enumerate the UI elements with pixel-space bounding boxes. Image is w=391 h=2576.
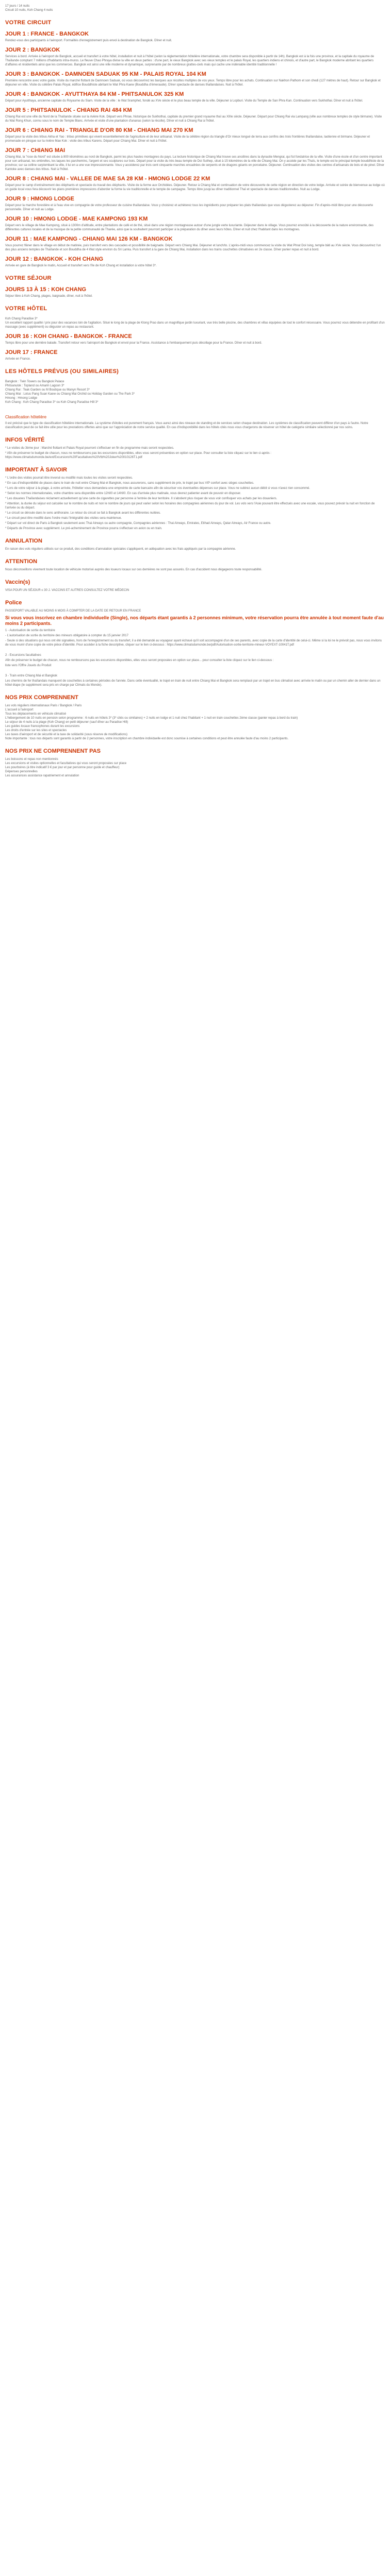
day-block — [5, 333, 386, 345]
list-item: Les assurances assistance rapatriement et annulation — [5, 774, 79, 777]
day-text: Vous pourrez flâner dans le village en début de matinée, puis transfert vers des cascades et possibilité de baignade. Départ vers Chiang Mai. Déjeuner et lunch/to. L'après-midi vous commencez la visite du Wat Phrat Doi Ising, temple bâti au XVe siècle. Vous découvrirez l'un des plus anciens temples de Thaïlande et son Bouddha de 4 Wat style environ du Sri Lanka. Puis transfert à la gare de Chiang Mai, installation dans les trains couchettes climatisées en 2e classe. Dîner panier repas et nuit à bord. — [5, 244, 381, 251]
day-text: Services à bord. Arrivée à l'aéroport de Bangkok, accueil et transfert à votre hôtel, installation et nuit à l'hôtel (selon la réglementation hôtelière internationale, votre chambre sera disponible à partir de 14h). Bangkok est à la fois une province, et la capitale du royaume de Thaïlande comptant 7 millions d'habitants intra-muros. Le fleuve Chao Phraya divise la ville en deux parties : d'une part, le vieux Bangkok avec ses vieux temples et le palais Royal, les quartiers indiens et chinois, et d'autre part, le Bangkok moderne abritant les quartiers d'affaires et résidentiels ainsi que les commerces. Bangkok est ainsi une ville moderne et dynamique, surprenante par de nombreux grattes-ciels mais qui cache une indéniable identité traditionnelle ! — [5, 55, 374, 66]
list-item: Les pourboires (à titre indicatif 3 € par jour et par personne pour guide et chauffeur) — [5, 766, 120, 769]
day-text: Chiang Rai est une ville du Nord de la Thaïlande située sur la rivière Kok. Départ vers Phrae, historique de Sukhothai, capitale du premier grand royaume thaï au XIIIe siècle. Déjeuner. Départ pour Chiang Rai via Lampang (ville aux nombreux temples de style birmane). Visite du Wat Rong Khun, connu sous le nom de Temple Blanc. Arrivée et visite d'une plantation d'ananas (selon la récolte). Dîner et nuit à Chiang Rai à l'hôtel. — [5, 115, 382, 123]
day-text: Départ pour la marche forestière et à l'eau vive en compagnie de votre professeur de cuisine thaïlandaise. Vous y choisirez et achèterez tous les ingrédients pour préparer les plats thaïlandais que vous dégusterez au déjeuner. Fin d'après-midi libre pour une découverte personnelle. Dîner et nuit au Lodge. — [5, 204, 373, 211]
sejour-day — [5, 286, 386, 298]
note-item: 3 - Train entre Chiang Mai et Bangkok — [5, 674, 58, 677]
day-text: Temps libre pour une dernière balade. Transfert retour vers l'aéroport de Bangkok et envol pour la France. Assistance à l'embarquement puis décollage pour la France. Dîner et nuit à bord. — [5, 342, 262, 345]
list-item: Les excursions et visites optionnelles et facultatives qui vous seront proposées sur place — [5, 762, 127, 765]
list-item: Les droits d'entrée sur les sites et spectacles — [5, 729, 67, 732]
vaccins-title: Vaccin(s) — [5, 579, 30, 585]
prix-ne-comprend-list — [5, 757, 386, 778]
note-item: Les chemins de fer thaïlandais manquent de couchettes à certaines périodes de l'année. Dans cette éventualité, le trajet en train de nuit entre Chiang Mai et Bangkok sera remplacé par un trajet en bus climatisé avec arrivée le matin ou par un chemin aller de dernier dans un hôtel étape (le supplément sera pris en charge par Climats du Monde). — [5, 680, 381, 687]
infos-title: INFOS VÉRITÉ — [5, 437, 45, 443]
day-block — [5, 31, 386, 43]
list-item: L'accueil à l'aéroport — [5, 708, 34, 711]
attention-text: Nous déconseillons vivement toute location de véhicule motorisé auprès des loueurs locaux sur ces dernières ne sont pas assurés. En cas d'accident nous dégageons toute responsabilité. — [5, 568, 263, 571]
hotel-title: VOTRE HÔTEL — [5, 306, 47, 312]
vaccins-text: VISA POUR UN SÉJOUR ≤ 30 J. VACCINS ET AUTRES CONSULTEZ VOTRE MÉDECIN — [5, 589, 129, 592]
police-title: Police — [5, 600, 22, 606]
day-text: Arrivée en gare de Bangkok le matin, Accueil et transfert vers l'île de Koh Chang et installation à votre hôtel 3*. — [5, 264, 157, 267]
list-item: Le séjour de 4 nuits à la plage (Koh Chang) en petit déjeuner (sauf dîner au Paradise Hill) — [5, 721, 128, 724]
sejour-title: VOTRE SÉJOUR — [5, 275, 52, 281]
day-block — [5, 196, 386, 212]
day-title: JOUR 10 : HMONG LODGE - MAE KAMPONG 193 KM — [5, 216, 148, 222]
important-item: * Selon les normes internationales, votre chambre sera disponible entre 12h00 et 14h00. En cas d'arrivée plus matinale, vous devrez patienter avant de pouvoir en disposer. — [5, 492, 241, 495]
day-block — [5, 127, 386, 143]
day-text: Chiang Mai, la "rose du Nord" est située à 800 kilomètres au nord de Bangkok, parmi les plus hautes montagnes du pays. La lecture historique de Chiang Mai trouve ses ancêtres dans la dynastie Mengrai, qui fut fondatrice de la ville. Visite d'une école et d'un centre important pour son artisanat, les ombrelles, les laques les parchemins, l'argent et ses sculptures sur bois. Départ pour la visite du très beau temple de Doi Suthep, situé à 15 kilomètres de la ville de Chiang Mai. On y accède par les Thaïs, le temple est le principal temple bouddhiste de la province; sur sa colline surplombant la ville, il lui en a une vue impressionnante. Vous y accéderez par trois cent cinquante marches encadrées de serpents et de dragons géants en porcelaine. Déjeuner. Continuation des visites des centres d'artisanats de bois et de pinel. Dîner Kantoke avec danses des tribus. Nuit à l'hôtel. — [5, 156, 384, 171]
note-item: - Seule si des situations qui nous ont été signalées, hors de l'enregistrement ou du transfert, il a été demandé au voyageur ayant échoué qu'il soit accompagné d'un de ses parents, avec copie de la carte d'identité de celui-ci. Même si la loi ne le prévoit pas, nous vous invitons de vous munir d'une copie de votre pièce d'identité. Pour accéder à la fiche descriptive, cliquer sur le lien ci-dessous : https://www.climatsdumonde.be/pdf/Autorisation-sortie-territoire-mineur-VOYEXT-10041T.pdf — [5, 639, 382, 647]
list-item: Les boissons et repas non mentionnés — [5, 758, 58, 761]
important-item: * En cas d'indisponibilité de places dans le train de nuit entre Chiang Mai et Bangkok, nous assurerons, sans supplément de prix, le trajet par bus VIP confort avec sièges couchettes. — [5, 482, 254, 485]
note-item: - L'autorisation de sortie du territoire des mineurs obligatoire à compter du 15 janvier 2017 — [5, 634, 128, 637]
day-block — [5, 256, 386, 268]
important-list — [5, 476, 386, 531]
day-block — [5, 147, 386, 172]
day-text: Départ vers le village de Mae Kampong, situé à 1300m d'altitude, entre plantations de café et de thé, situé dans une région montagneuse autour d'une jungle verte luxuriante. Déjeuner dans le village. Vous pourrez envoûté à la découverte de la nature environnante, des différentes cultures locales et de la musique de la petite communauté de Tharée, ainsi que la souhaitent pourront participer à la préparation du dîner avec leurs hôtes. Dîner et nuit chez l'habitant dans les montagnes. — [5, 224, 374, 231]
day-block — [5, 349, 386, 361]
day-title: JOUR 9 : HMONG LODGE — [5, 196, 74, 202]
list-item: Tous les déplacements en véhicule climatisé — [5, 713, 67, 716]
list-item: Les taxes d'aéroport et de sécurité et la taxe de solidarité (sous réserve de modifications) — [5, 733, 127, 736]
trip-duration: 17 jours / 14 nuits — [5, 5, 30, 8]
prix-comprend-list — [5, 704, 386, 741]
day-title: JOUR 17 : FRANCE — [5, 349, 58, 355]
day-title: JOUR 2 : BANGKOK — [5, 47, 60, 53]
day-title: JOUR 12 : BANGKOK - KOH CHANG — [5, 256, 104, 262]
list-item: Les vols réguliers internationaux Paris / Bangkok / Paris — [5, 704, 82, 707]
single-room-warning: Si vous vous inscrivez en chambre individuelle (Single), nos départs étant garantis à 2 personnes minimum, votre réservation pourra être annulée à tout moment faute d'au moins 2 participants. — [5, 615, 384, 626]
important-item: * Attention, la durée du séjour est calculée sur le nombre de nuits et non le nombre de jours qui peut varier selon les horaires des compagnies aériennes du jour de vol. Les vols vers l'Asie pouvant être effectués avec une escale, vous pouvez prévoir la nuit en fonction de l'arrivée ou du départ. — [5, 502, 375, 510]
attention-title: ATTENTION — [5, 558, 38, 565]
hotels-list — [5, 380, 386, 404]
list-item: Hmong : Hmong Lodge — [5, 397, 38, 400]
hotels-title: LES HÔTELS PRÉVUS (OU SIMILAIRES) — [5, 368, 119, 375]
day-text: Départ pour la visite des tribus Akha et Yao : tribus primitives qui vivent essentiellement de l'agriculture et de leur artisanat. Visite de la célèbre région du triangle d'Or mieux longué de terra aux confins des trois frontières thaïlandaise, laotienne et birmane. Déjeuner et promenade en pirogue sur la rivière Mae Kok : visite des tribus Karens. Départ pour Chiang Mai. Dîner et nuit à l'hôtel. — [5, 135, 370, 143]
important-item: * Le circuit peut être modifié dans l'ordre mais l'intégralité des visites sera maintenue. — [5, 517, 122, 520]
day-title: JOUR 3 : BANGKOK - DAMNOEN SADUAK 95 KM - PALAIS ROYAL 104 KM — [5, 71, 206, 77]
day-title: JOUR 5 : PHITSANULOK - CHIANG RAI 484 KM — [5, 107, 132, 113]
important-item: * Départ sur vol direct de Paris à Bangkok seulement avec Thai Airways ou autre compagnie, Compagnies aériennes : Thai Airways, Emirates, Etihad Airways, Qatar Airways, Air France ou autre. — [5, 522, 271, 525]
day-title: JOUR 16 : KOH CHANG - BANGKOK - FRANCE — [5, 333, 132, 340]
day-title: JOUR 1 : FRANCE - BANGKOK — [5, 31, 89, 37]
day-block — [5, 91, 386, 103]
trip-circuit-summary: Circuit 10 nuits, Koh Chang 4 nuits — [5, 9, 53, 12]
important-item: * Départs de Province avec supplément. Le pré-acheminement de Province pourra s'effectuer en avion ou en train. — [5, 527, 162, 530]
day-title: JOUR 11 : MAE KAMPONG - CHIANG MAI 126 KM - BANGKOK — [5, 236, 173, 242]
day-block — [5, 216, 386, 232]
prix-comprend-title: NOS PRIX COMPRENNENT — [5, 694, 78, 701]
list-item: L'hébergement de 10 nuits en pension selon programme : 6 nuits en hôtels 3* (3* cités ou similaires) + 2 nuits en lodge et 1 nuit chez l'habitant + 1 nuit en train couchettes 2ème classe (panier repas à bord du train) — [5, 717, 298, 720]
day-text: Départ pour le camp d'entraînement des éléphants et spectacle du travail des éléphants. Visite de la ferme aux Orchidées. Déjeuner. Retour à Chiang Mai et continuation de votre découverte de cette région en direction de votre lodge. Arrivée et soirée de bienvenue au lodge où un guide local vous fera découvrir les plans premières impressions d'aborder la forme la vie traditionnelle et le temple de campagne. Temps libre jusqu'au dîner traditionnel Thaï et spectacle de danses traditionnelles. Nuit au Lodge. — [5, 184, 385, 191]
day-block — [5, 176, 386, 192]
day-text: Première rencontre avec votre guide. Visite du marché flottant de Damnoen Saduak, où vous découvrirez les barques aux récoltes multiples de vos yeux. Temps libre pour les achats. Continuation sur Nakhon Pathom et son chedi (127 mètres de haut). Retour sur Bangkok et déjeuner en ville. Visite du célèbre Palais Royal, édifice Bouddhiste abritant le Wat Phra Kaew (Bouddha d'émeraude). Dîner spectacle de danses thaïlandaises. Nuit à l'hôtel. — [5, 79, 381, 87]
list-item: Les guides locaux francophones durant les excursions — [5, 725, 80, 728]
day-title: JOUR 8 : CHIANG MAI - VALLEE DE MAE SA 28 KM - HMONG LODGE 22 KM — [5, 176, 210, 182]
list-item: Bangkok : Twin Towers ou Bangkok Palace — [5, 380, 64, 383]
day-text: Arrivée en France. — [5, 358, 31, 361]
list-item: Phitsanulok : Topland ou Amarin Lagoon 3* — [5, 384, 64, 387]
annulation-title: ANNULATION — [5, 538, 42, 544]
police-text: PASSEPORT VALABLE AU MOINS 6 MOIS À COMPTER DE LA DATE DE RETOUR EN FRANCE — [5, 609, 141, 613]
day-text: Séjour libre à Koh Chang, plages, baignade, dîner, nuit à l'hôtel. — [5, 295, 93, 298]
info-item: * Afin de préserver le budget de chacun, nous ne remboursons pas les excursions disponibles, elles vous seront présentées en option sur place. Pour consulter la liste cliquez sur le lien ci-après : https://www.climatsdumonde.be/ext/Excursions%20Facultatives%20Vtb%20Joker%20010126T1.pdf — [5, 452, 271, 459]
day-title: JOUR 6 : CHIANG RAI - TRIANGLE D'OR 80 KM - CHIANG MAI 270 KM — [5, 127, 193, 133]
circuit-days — [5, 31, 386, 268]
day-text: Rendez-vous des participants à l'aéroport. Formalités d'enregistrement puis envol à destination de Bangkok. Dîner et nuit. — [5, 39, 172, 42]
page — [0, 0, 391, 788]
important-item: * Les douanes Thaïlandaises réclament actuellement qu'une carte de cigarettes par personne à l'entrée de leur territoire. Il s'abstient plus risquer de vous voir confisquer vos achats par les douaniers. — [5, 497, 278, 500]
info-item: * Le visites du 3ème jour : Marché flottant et Palais Royal pourront s'effectuer en fin de programme mais seront respectées. — [5, 447, 174, 450]
important-item: * L'ordre des visites pourrait être inversé ou modifié mais toutes les visites seront respectées. — [5, 477, 133, 480]
day-text: Départ pour Ayutthaya, ancienne capitale du Royaume du Siam. Visite de la ville : le Wat Sramphet, fondé au XVe siècle et le plus beau temple de la ville. Déjeuner à Lopburi. Visite du Temple de San Phra Kan. Continuation vers Sukhothai. Dîner et nuit à l'hôtel. — [5, 99, 363, 103]
list-item: Chiang Mai : Lotus Pang Suan Kaew ou Chiang Mai Orchid ou Holiday Garden ou The Park 3* — [5, 393, 135, 396]
list-item: Koh Chang : Koh Chang Paradise 3* ou Koh Chang Paradise Hill 3* — [5, 401, 99, 404]
note-item: 1 - Autorisation de sortie du territoire — [5, 629, 55, 632]
day-title: JOUR 7 : CHIANG MAI — [5, 147, 66, 154]
important-item: * Lors de votre séjour à la plage, à votre arrivée, l'hôtelier vous demandera une empreinte de carte bancaire afin de sécuriser vos éventuelles dépenses sur place. Vous ne subirez aucun débit si vous n'avez rien consommé. — [5, 487, 310, 490]
list-item: Chiang Rai : Teak Garden ou M Boutique ou Manyn Resort 3* — [5, 388, 90, 392]
annulation-text: En raison des vols réguliers utilisés sur ce produit, des conditions d'annulation spéciales s'appliquent, en adéquation avec les frais appliqués par la compagnie aérienne. — [5, 548, 236, 551]
important-title: IMPORTANT À SAVOIR — [5, 467, 67, 473]
day-block — [5, 236, 386, 252]
excursions-link[interactable]: liste vers l'Offre Jouets du Produit — [5, 664, 52, 667]
prix-ne-comprend-title: NOS PRIX NE COMPRENNENT PAS — [5, 748, 101, 754]
day-title: JOUR 4 : BANGKOK - AYUTTHAYA 84 KM - PHITSANULOK 325 KM — [5, 91, 184, 97]
circuit-title: VOTRE CIRCUIT — [5, 20, 52, 26]
list-item: Note importante : tous nos départs sont garantis à partir de 2 personnes, votre inscription en chambre individuelle est donc soumise à certaines conditions et peut être annulée faute d'au moins 2 participants. — [5, 737, 289, 740]
classification-title: Classification hôtelière — [5, 415, 47, 419]
single-notes — [5, 629, 386, 687]
important-item: * Le circuit se déroule dans le sens antihoraire. Le retour du circuit se fait à Bangkok avant les différentes nuitées. — [5, 512, 161, 515]
note-item: Afin de préserver le budget de chacun, nous ne remboursons pas les excursions disponibles, elles vous seront proposées en option sur place... pour consulter la liste cliquez sur le lien ci-dessous : — [5, 659, 274, 662]
list-item: Dépenses personnelles — [5, 770, 38, 773]
note-item: 2 - Excursions facultatives — [5, 654, 41, 657]
hotel-name: Koh Chang Paradise 3* — [5, 317, 38, 320]
day-block — [5, 47, 386, 67]
day-block — [5, 71, 386, 87]
classification-text: Il est précisé que le type de classification hôtelière internationale. La système d'étoiles est purement français. Vous aurez ainsi des niveaux de standing et de services selon chaque destination. Les systèmes de classification peuvent différer d'un pays à l'autre. Notre classification peut de ce fait être utile pour les prestations offertes ainsi que sur l'appréciation de notre service qualité. En cas d'indisponibilité dans les hôtels cités nous vous chargerons de réserver un hôtel de catégorie similaire sélectionné par nos soins. — [5, 422, 368, 429]
hotel-description: Un excellent rapport qualité / prix pour des vacances loin de l'agitation. Situé le long de la plage de Klong Prao dans un magnifique jardin luxuriant, vue très belle piscine, des chambres et villas équipées de tout le confort nécessaire. Vous pourrez vous détendre en profitant d'un massage (avec supplément) ou déguster un repas au restaurant. — [5, 321, 385, 329]
day-block — [5, 107, 386, 123]
day-title: JOURS 13 À 15 : KOH CHANG — [5, 286, 87, 293]
